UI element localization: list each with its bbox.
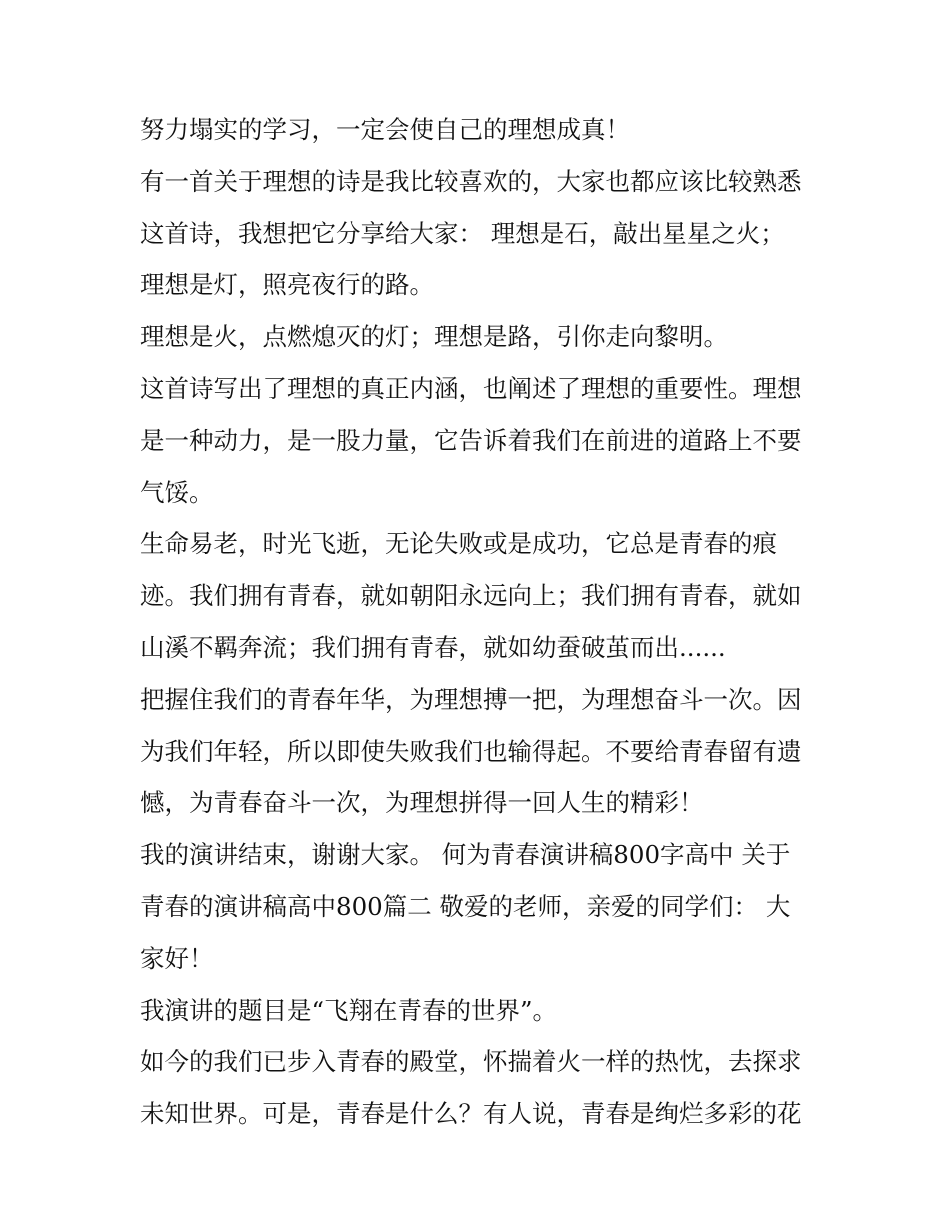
text-line: 憾，为青春奋斗一次，为理想拼得一回人生的精彩！	[140, 788, 704, 818]
text-line: 青春的演讲稿高中800篇二 敬爱的老师，亲爱的同学们： 大	[140, 891, 791, 921]
text-line: 理想是灯，照亮夜行的路。	[140, 270, 434, 300]
text-line: 我的演讲结束，谢谢大家。 何为青春演讲稿800字高中 关于	[140, 840, 791, 870]
text-line: 如今的我们已步入青春的殿堂，怀揣着火一样的热忱，去探求	[140, 1047, 802, 1077]
text-line: 是一种动力，是一股力量，它告诉着我们在前进的道路上不要	[140, 425, 802, 455]
text-line: 理想是火，点燃熄灭的灯；理想是路，引你走向黎明。	[140, 322, 728, 352]
text-line: 为我们年轻，所以即使失败我们也输得起。不要给青春留有遗	[140, 736, 802, 766]
text-line: 山溪不羁奔流；我们拥有青春，就如幼蚕破茧而出......	[140, 632, 726, 662]
text-line: 这首诗写出了理想的真正内涵，也阐述了理想的重要性。理想	[140, 373, 802, 403]
text-line: 我演讲的题目是“飞翔在青春的世界”。	[140, 995, 558, 1025]
text-line: 未知世界。可是，青春是什么？有人说，青春是绚烂多彩的花	[140, 1099, 802, 1129]
text-line: 迹。我们拥有青春，就如朝阳永远向上；我们拥有青春，就如	[140, 581, 802, 611]
text-line: 努力塌实的学习，一定会使自己的理想成真！	[140, 115, 630, 144]
text-line: 生命易老，时光飞逝，无论失败或是成功，它总是青春的痕	[140, 529, 777, 559]
text-line: 这首诗，我想把它分享给大家： 理想是石，敲出星星之火；	[140, 218, 785, 248]
text-line: 把握住我们的青春年华，为理想搏一把，为理想奋斗一次。因	[140, 684, 802, 714]
text-line: 气馁。	[140, 477, 214, 507]
text-line: 家好！	[140, 943, 214, 973]
text-line: 有一首关于理想的诗是我比较喜欢的，大家也都应该比较熟悉	[140, 166, 802, 196]
document-body	[140, 109, 820, 1145]
